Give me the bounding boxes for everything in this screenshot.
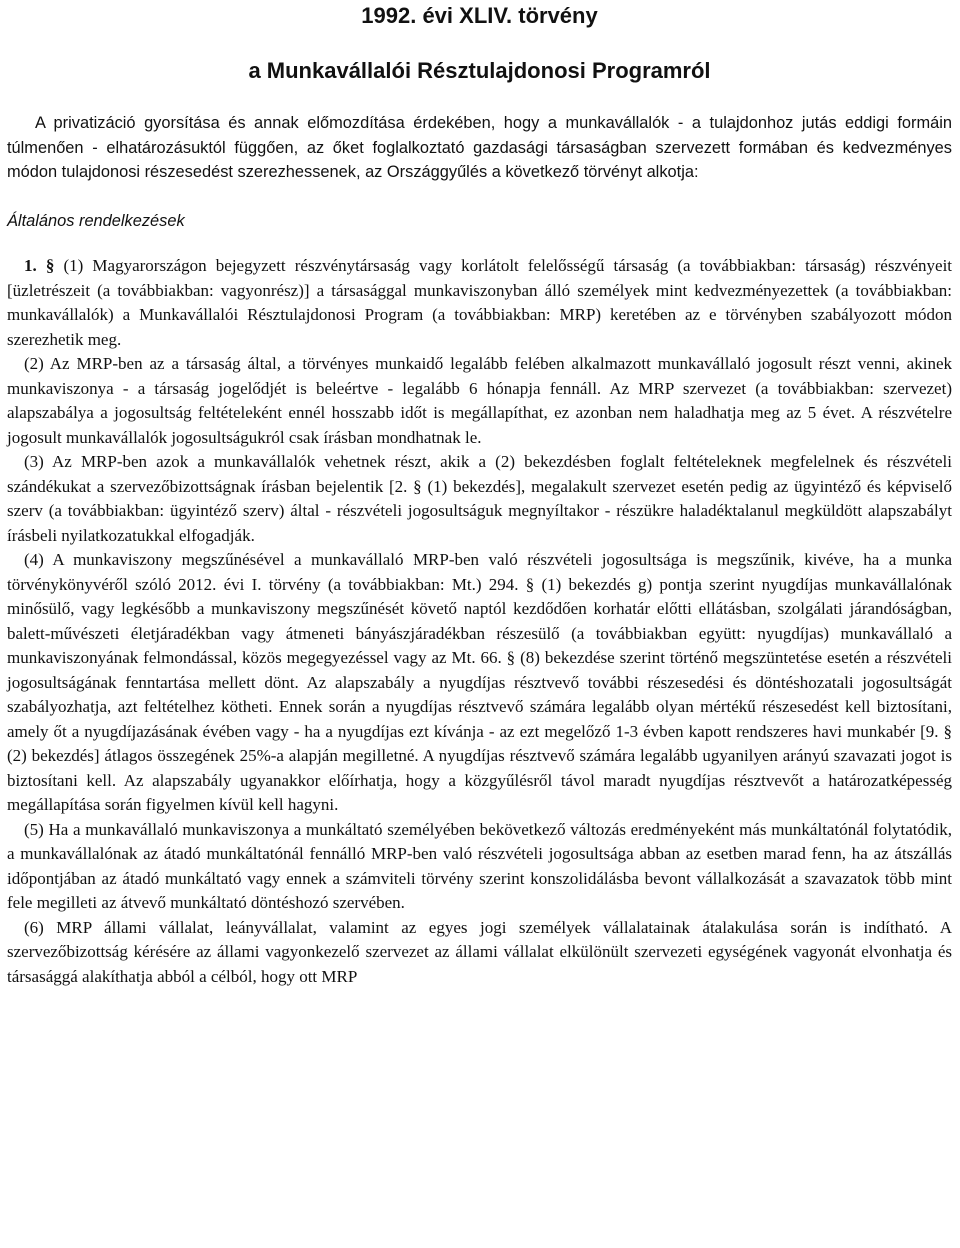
paragraph-2: (2) Az MRP-ben az a társaság által, a törvényes munkaidő legalább felében alkalmazott munkavállaló jogosult részt venni, akinek munkaviszonya - a társaság jogelődjét is beleértve - legalább 6 hónapja fennáll. Az MRP szervezet (a továbbiakban: szervezet) alapszabálya a jogosultság feltételeként ennél hosszabb időt is megállapíthat, ez azonban nem haladhatja meg az 5 évet. A részvételre jogosult munkavállalók jogosultságukról csak írásban mondhatnak le. <box>7 354 952 447</box>
paragraph-5: (5) Ha a munkavállaló munkaviszonya a munkáltató személyében bekövetkező változás eredményeként más munkáltatónál folytatódik, a munkavállalónak az átadó munkáltatónál fennálló MRP-ben való részvételi jogosultsága abban az esetben marad fenn, ha az átszállás időpontjában az átadó munkáltató vagy ennek a számviteli törvény szerint konszolidálásba bevont vállalkozását a szavazatok több mint fele megilleti az átvevő munkáltató döntéshozó szervében. <box>7 819 952 912</box>
document-subtitle: a Munkavállalói Résztulajdonosi Programról <box>248 58 711 83</box>
section-body <box>7 254 952 989</box>
document-title: 1992. évi XLIV. törvény <box>361 3 598 28</box>
paragraph-3: (3) Az MRP-ben azok a munkavállalók vehetnek részt, akik a (2) bekezdésben foglalt feltételeknek megfelelnek és részvételi szándékukat a szervezőbizottságnak írásban bejelentik [2. § (1) bekezdés], megalakult szervezet esetén pedig az ügyintéző és képviselő szerv (a továbbiakban: ügyintéző szerv) által - részvételi jogosultságuk megnyíltakor - részükre haladéktalanul megküldött alapszabályt írásbeli nyilatkozatukkal elfogadják. <box>7 452 952 545</box>
paragraph-6: (6) MRP állami vállalat, leányvállalat, valamint az egyes jogi személyek vállalatainak átalakulása során is indítható. A szervezőbizottság kérésére az állami vagyonkezelő szervezet az állami vállalat elkülönült szervezeti egységének vagyonát elvonhatja és társasággá alakíthatja abból a célból, hogy ott MRP <box>7 917 952 986</box>
paragraph-1 <box>7 254 952 352</box>
paragraph-1-text: (1) Magyarországon bejegyzett részvénytársaság vagy korlátolt felelősségű társaság (a továbbiakban: társaság) részvényeit [üzletrészeit (a továbbiakban: vagyonrész)] a társasággal munkaviszonyban álló személyek mint kedvezményezettek (a továbbiakban: munkavállalók) a Munkavállalói Résztulajdonosi Program (a továbbiakban: MRP) keretében az e törvényben szabályozott módon szerezhetik meg. <box>7 256 953 349</box>
paragraph-4: (4) A munkaviszony megszűnésével a munkavállaló MRP-ben való részvételi jogosultsága is megszűnik, kivéve, ha a munka törvénykönyvéről szóló 2012. évi I. törvény (a továbbiakban: Mt.) 294. § (1) bekezdés g) pontja szerint nyugdíjas munkavállalónak minősülő, vagy legkésőbb a munkaviszony megszűnését követő naptól kezdődően korhatár előtti ellátásban, szolgálati járandóságban, balett-művészeti életjáradékban vagy átmeneti bányászjáradékban részesülő (a továbbiakban együtt: nyugdíjas) munkavállaló a munkaviszonyának felmondással, közös megegyezéssel vagy az Mt. 66. § (8) bekezdése szerint történő megszüntetése esetén a részvételi jogosultságának fenntartása mellett dönt. Az alapszabály a nyugdíjas résztvevő további részesedési és döntéshozatali jogosultságát szabályozhatja, azt feltételhez kötheti. Ennek során a nyugdíjas résztvevő számára legalább olyan mértékű részesedést kell biztosítani, amely őt a nyugdíjazásának évében vagy - ha a nyugdíjas ezt kívánja - az ezt megelőző 1-3 évben kapott rendszeres havi munkabér [9. § (2) bekezdés] átlagos összegének 25%-a alapján megilletné. A nyugdíjas résztvevő számára legalább ugyanilyen arányú szavazati jogot is biztosítani kell. Az alapszabály ugyanakkor előírhatja, hogy a közgyűlésről távol maradt nyugdíjas résztvevőt a határozatképesség megállapítása során figyelmen kívül kell hagyni. <box>7 550 952 814</box>
section-number: 1. § <box>24 256 55 275</box>
section-heading: Általános rendelkezések <box>7 211 185 230</box>
preamble-text: A privatizáció gyorsítása és annak előmozdítása érdekében, hogy a munkavállalók - a tulajdonhoz jutás eddigi formáin túlmenően - elhatározásuktól függően, az őket foglalkoztató gazdasági társaságban szervezett formában és kedvezményes módon tulajdonosi részesedést szerezhessenek, az Országgyűlés a következő törvényt alkotja: <box>7 114 952 181</box>
